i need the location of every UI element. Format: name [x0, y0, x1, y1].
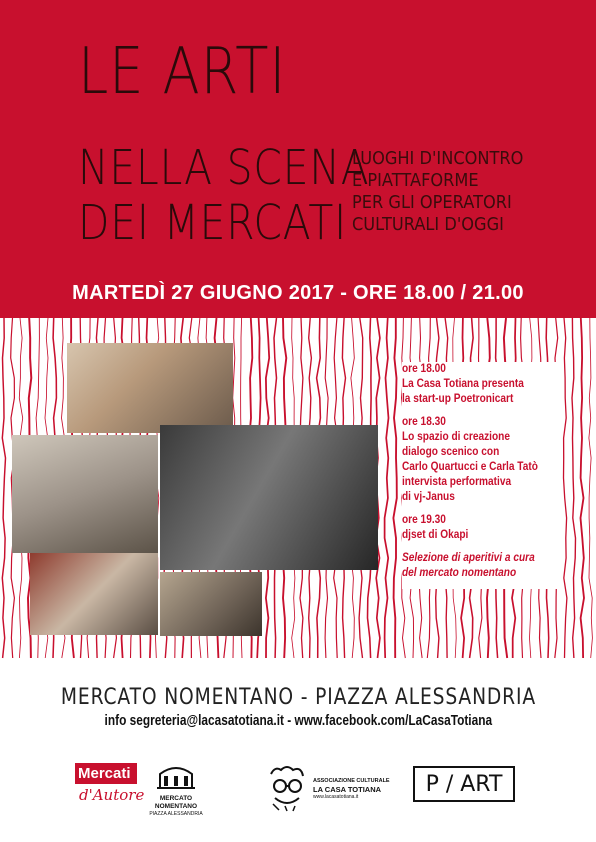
- program-line: La Casa Totiana presenta: [402, 378, 524, 390]
- photo-market-hall: [160, 572, 262, 636]
- photo-performer-gesturing: [67, 343, 233, 433]
- program-line: la start-up Poetronicart: [402, 393, 514, 405]
- program-time: ore 19.30: [402, 514, 446, 526]
- p-art-logo: P / ART: [413, 766, 515, 802]
- header-banner: [0, 0, 596, 318]
- casa-totiana-face-icon: [265, 764, 310, 812]
- mercato-nomentano-logo: [143, 762, 209, 820]
- title-line-2: NELLA SCENA: [78, 140, 370, 196]
- title-line-1: LE ARTI: [78, 35, 287, 109]
- program-line: Carlo Quartucci e Carla Tatò: [402, 461, 538, 473]
- subtitle-line: LUOGHI D'INCONTRO: [352, 148, 524, 169]
- venue-name: [0, 685, 596, 710]
- contacts: [0, 713, 596, 729]
- totiana-web: www.lacasatotiana.it: [313, 794, 359, 800]
- subtitle-line: E PIATTAFORME: [352, 170, 479, 191]
- mercati-logo-bottom: d'Autore: [79, 786, 145, 804]
- pattern-line: [393, 318, 396, 658]
- nomentano-name: MERCATO NOMENTANO: [154, 795, 198, 810]
- mercati-logo-top: Mercati: [75, 763, 137, 784]
- program-box: [402, 362, 560, 589]
- program-line: Lo spazio di creazione: [402, 431, 510, 443]
- totiana-assoc: ASSOCIAZIONE CULTURALE: [313, 778, 390, 784]
- program-note-line: Selezione di aperitivi a cura: [402, 552, 535, 564]
- photo-dj-headphones: [160, 425, 378, 570]
- venue-text: MERCATO NOMENTANO - PIAZZA ALESSANDRIA: [60, 685, 536, 710]
- program-note-line: del mercato nomentano: [402, 567, 517, 579]
- contacts-text[interactable]: info segreteria@lacasatotiana.it - www.facebook.com/LaCasaTotiana: [104, 713, 492, 729]
- pattern-line: [564, 318, 567, 658]
- subtitle-line: CULTURALI D'OGGI: [352, 214, 504, 235]
- subtitle-line: PER GLI OPERATORI: [352, 192, 512, 213]
- photo-group-seated: [30, 553, 158, 635]
- pattern-line: [581, 318, 585, 658]
- totiana-name: LA CASA TOTIANA: [313, 785, 382, 794]
- nomentano-place: PIAZZA ALESSANDRIA: [149, 811, 203, 817]
- pattern-line: [589, 318, 593, 658]
- program-line: djset di Okapi: [402, 529, 469, 541]
- program-item: [402, 513, 560, 543]
- pattern-line: [385, 318, 389, 658]
- market-building-icon: [154, 762, 198, 790]
- program-item: [402, 415, 560, 505]
- photo-rehearsal-table: [12, 435, 158, 553]
- program-line: di vj-Janus: [402, 491, 455, 503]
- program-line: intervista performativa: [402, 476, 512, 488]
- event-date: MARTEDÌ 27 GIUGNO 2017 - ORE 18.00 / 21.00: [72, 282, 524, 304]
- pattern-line: [2, 318, 5, 658]
- casa-totiana-text: [313, 778, 393, 800]
- program-time: ore 18.00: [402, 363, 446, 375]
- subtitle: [352, 148, 523, 236]
- pattern-line: [572, 318, 576, 658]
- program-line: dialogo scenico con: [402, 446, 500, 458]
- program-item: [402, 362, 560, 407]
- program-time: ore 18.30: [402, 416, 446, 428]
- title-line-3: DEI MERCATI: [78, 195, 348, 251]
- mercati-dautore-logo: [75, 763, 145, 815]
- program-note: [402, 551, 560, 581]
